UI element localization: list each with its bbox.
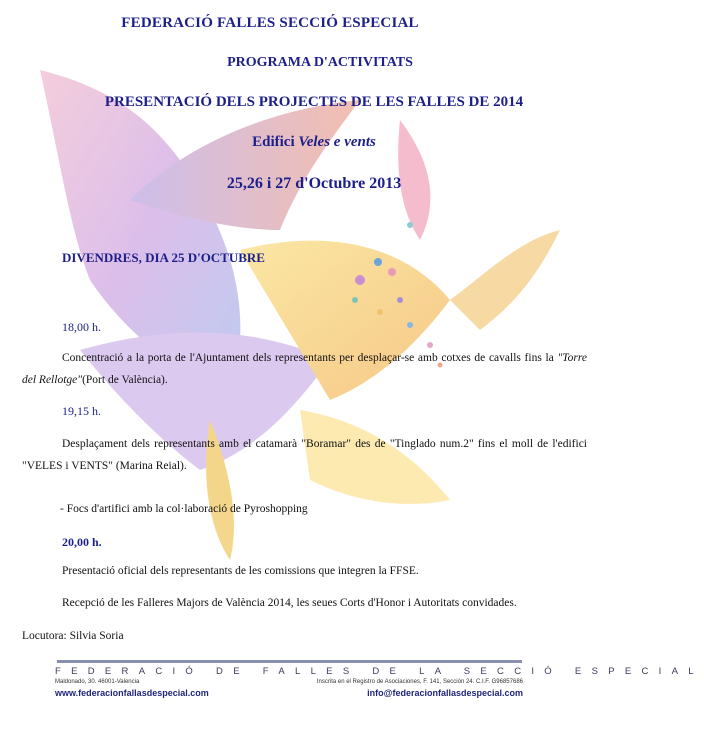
footer-website-link[interactable]: www.federacionfallasdespecial.com [55, 688, 209, 698]
footer-address: Maldonado, 30. 46001-Valencia [55, 679, 140, 685]
footer-registry: Inscrita en el Registro de Asociaciones, F. 141, Sección 24. C.I.F. G96857686 [316, 679, 523, 685]
footer-rule [57, 660, 522, 663]
footer-email-link[interactable]: info@federacionfallasdespecial.com [367, 688, 523, 698]
footer-contact-row [55, 688, 523, 698]
p1-text: Concentració a la porta de l'Ajuntament dels representants per desplaçar-se amb cotxes de cavalls fins la [62, 352, 558, 364]
p1-italic-text: "Torre del Rellotge" [22, 352, 587, 386]
venue-name: Veles e vents [298, 134, 376, 150]
letterhead-footer [55, 660, 704, 698]
day-heading: DIVENDRES, DIA 25 D'OCTUBRE [62, 250, 265, 265]
p1-text-end: (Port de València). [82, 374, 168, 386]
time-2000: 20,00 h. [62, 535, 102, 549]
presentation-title: PRESENTACIÓ DELS PROJECTES DE LES FALLES DE 2014 [104, 94, 524, 110]
presentation-line: Presentació oficial dels representants de les comissions que integren la FFSE. [62, 565, 419, 577]
event-dates: 25,26 i 27 d'Octubre 2013 [226, 175, 402, 192]
paragraph-desplacament [22, 433, 587, 477]
footer-info-row [55, 679, 523, 685]
time-1800: 18,00 h. [62, 320, 101, 334]
footer-org-name: FEDERACIÓ DE FALLES DE LA SECCIÓ ESPECIAL [55, 666, 704, 677]
program-title: PROGRAMA D'ACTIVITATS [227, 55, 413, 70]
p2-text: Desplaçament dels representants amb el catamarà "Boramar" des de "Tinglado num.2" fins el moll de l'edifici "VELES i VENTS" (Marina Reial). [22, 438, 587, 472]
venue-prefix: Edifici [252, 134, 299, 150]
reception-line: Recepció de les Falleres Majors de València 2014, les seues Corts d'Honor i Autoritats convidades. [62, 597, 517, 609]
announcer-line: Locutora: Silvia Soria [22, 630, 124, 642]
fireworks-line: - Focs d'artifici amb la col·laboració de Pyroshopping [60, 503, 308, 515]
time-1915: 19,15 h. [62, 404, 101, 418]
venue-line [14, 134, 614, 151]
paragraph-concentracio [22, 347, 587, 391]
federation-title: FEDERACIÓ FALLES SECCIÓ ESPECIAL [121, 15, 419, 31]
